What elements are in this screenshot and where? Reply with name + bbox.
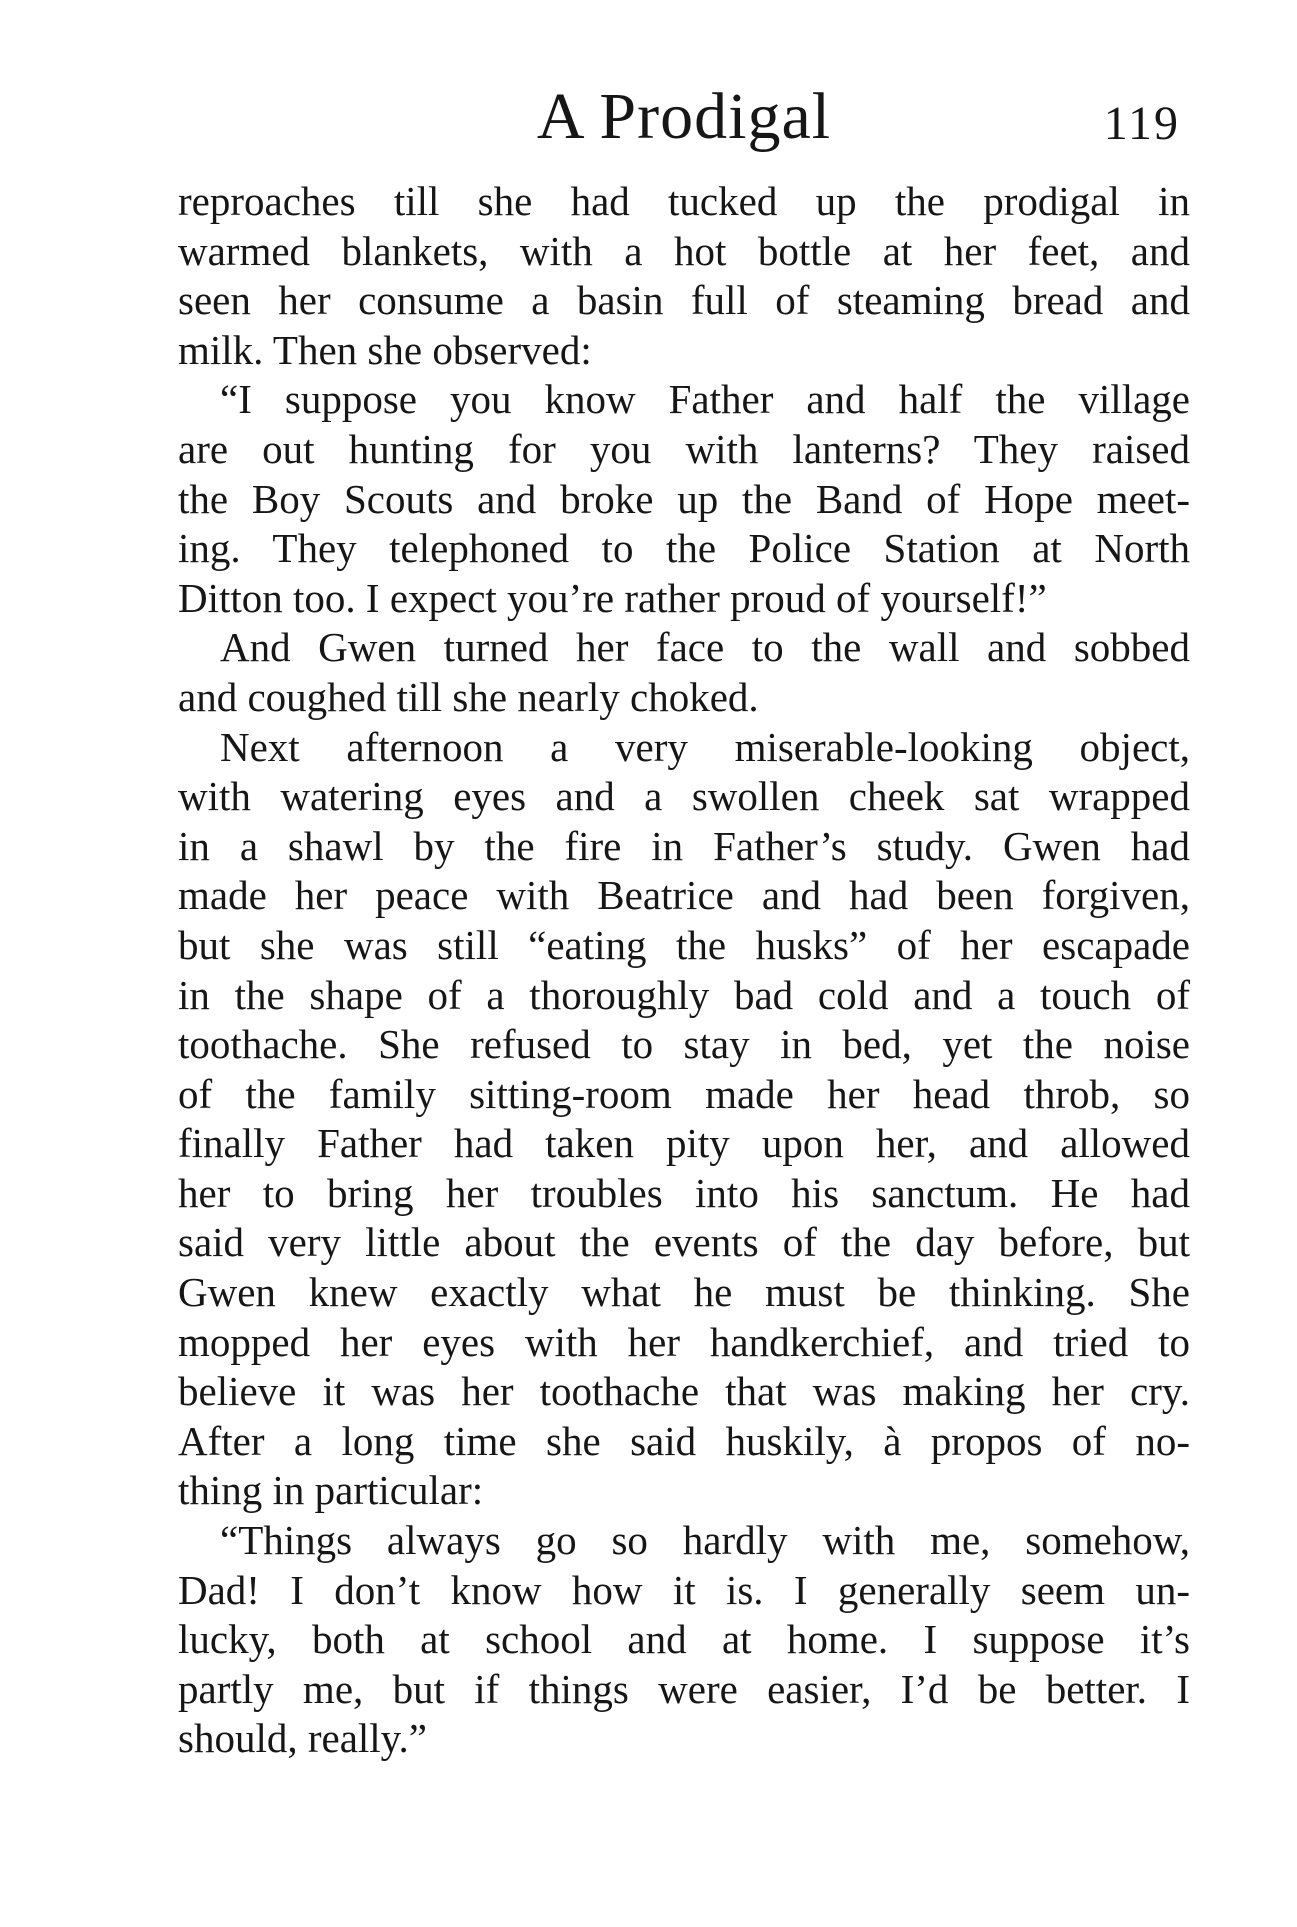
text-line: Gwen knew exactly what he must be thinking. She: [178, 1269, 1190, 1316]
text-line: made her peace with Beatrice and had been forgiven,: [178, 872, 1190, 919]
text-line: lucky, both at school and at home. I suppose it’s: [178, 1616, 1190, 1663]
text-line: warmed blankets, with a hot bottle at her feet, and: [178, 227, 1190, 274]
text-line: Next afternoon a very miserable-looking object,: [220, 723, 1190, 770]
page-header: [178, 82, 1190, 152]
text-line: should, really.”: [178, 1715, 427, 1762]
text-line: in the shape of a thoroughly bad cold and a touch of: [178, 971, 1190, 1018]
running-title: A Prodigal: [536, 80, 832, 153]
text-line: mopped her eyes with her handkerchief, and tried to: [178, 1318, 1190, 1365]
text-line: said very little about the events of the day before, but: [178, 1219, 1190, 1266]
text-line: “Things always go so hardly with me, somehow,: [220, 1517, 1190, 1564]
text-line: are out hunting for you with lanterns? They raised: [178, 425, 1190, 472]
text-line: and coughed till she nearly choked.: [178, 673, 759, 720]
text-line: but she was still “eating the husks” of her escapade: [178, 921, 1190, 968]
text-line: believe it was her toothache that was making her cry.: [178, 1368, 1190, 1415]
text-line: milk. Then she observed:: [178, 326, 592, 373]
text-line: Dad! I don’t know how it is. I generally seem un-: [178, 1566, 1190, 1613]
text-line: seen her consume a basin full of steaming bread and: [178, 277, 1190, 324]
text-line: her to bring her troubles into his sanctum. He had: [178, 1169, 1190, 1216]
text-line: reproaches till she had tucked up the prodigal in: [178, 178, 1190, 224]
text-line: Ditton too. I expect you’re rather proud of yourself!”: [178, 574, 1047, 621]
text-line: toothache. She refused to stay in bed, yet the noise: [178, 1021, 1190, 1068]
text-line: “I suppose you know Father and half the village: [220, 376, 1190, 423]
text-line: And Gwen turned her face to the wall and sobbed: [220, 624, 1190, 671]
text-line: with watering eyes and a swollen cheek sat wrapped: [178, 773, 1190, 820]
text-line: of the family sitting-room made her head throb, so: [178, 1070, 1190, 1117]
text-line: finally Father had taken pity upon her, and allowed: [178, 1120, 1190, 1167]
body-text: [178, 177, 1190, 1764]
text-line: ing. They telephoned to the Police Station at North: [178, 525, 1190, 572]
text-line: After a long time she said huskily, à propos of no-: [178, 1417, 1190, 1464]
text-line: thing in particular:: [178, 1467, 484, 1514]
text-line: in a shawl by the fire in Father’s study. Gwen had: [178, 822, 1190, 869]
text-line: partly me, but if things were easier, I’d be better. I: [178, 1665, 1190, 1712]
text-line: the Boy Scouts and broke up the Band of Hope meet-: [178, 475, 1190, 522]
page-number: 119: [1103, 97, 1180, 150]
